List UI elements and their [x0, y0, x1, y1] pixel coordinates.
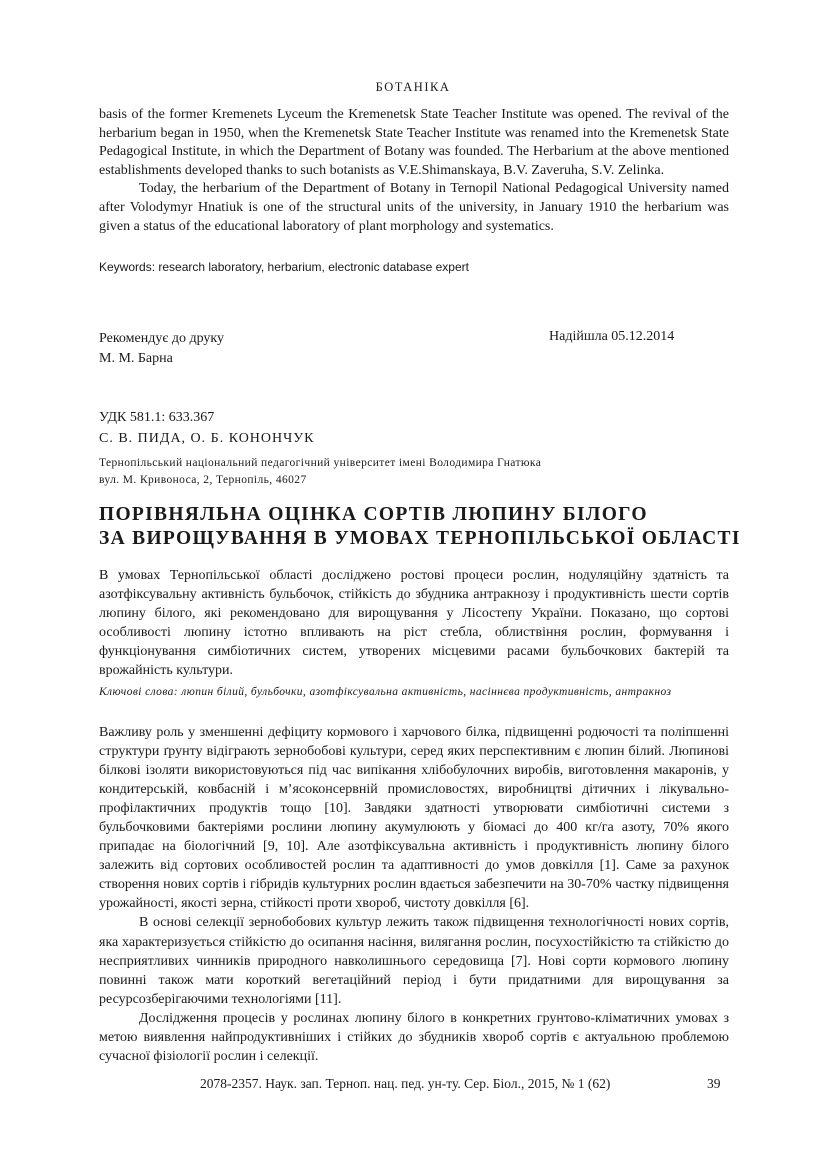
recommendation-block	[99, 329, 224, 369]
title-line-1: ПОРІВНЯЛЬНА ОЦІНКА СОРТІВ ЛЮПИНУ БІЛОГО	[99, 504, 648, 525]
affiliation-line-1: Тернопільський національний педагогічний університет імені Володимира Гнатюка	[99, 457, 542, 469]
body-paragraph-2: В основі селекції зернобобових культур лежить також підвищення технологічності нових сортів, яка характеризується стійкістю до осипання насіння, вилягання рослин, посухостійкістю та стійкістю до несприятливих чинників природного навколишнього середовища [7]. Нові сорти кормового люпину повинні також мати короткий вегетаційний період і бути придатними для вирощування за ресурсозберігаючими технологіями [11].	[99, 915, 729, 1007]
ukrainian-keywords: Ключові слова: люпин білий, бульбочки, азотфіксувальна активність, насіннєва продуктивність, антракноз	[99, 686, 672, 698]
running-header: БОТАНІКА	[375, 80, 451, 94]
recommendation-label: Рекомендує до друку	[99, 331, 225, 346]
article-body	[99, 723, 729, 1066]
english-paragraph-2: Today, the herbarium of the Department of Botany in Ternopil National Pedagogical University named after Volodymyr Hnatiuk is one of the structural units of the university, in January 1910 the herbarium was given a status of the educational laboratory of plant morphology and systematics.	[99, 181, 729, 234]
body-paragraph-1: Важливу роль у зменшенні дефіциту кормового і харчового білка, підвищенні родючості та поліпшенні структури ґрунту відіграють зернобобові культури, серед яких перспективним є люпин білий. Люпинові білкові ізоляти використовуються під час випікання хлібобулочних виробів, виготовлення макаронів, у кондитерській, ковбасній і м’ясоконсервній промисловостях, виробництві дітичних і лікувально-профілактичних продуктів тощо [10]. Завдяки здатності утворювати симбіотичні системи з бульбочковими бактеріями рослини люпину акумулюють у біомасі до 400 кг/га азоту, 70% якого припадає на біологічний [9, 10]. Але азотфіксувальна активність і продуктивність люпину білого залежить від сортових особливостей рослин та адаптивності до умов довкілля [1]. Саме за рахунок створення нових сортів і гібридів культурних рослин вдається забезпечити на 30-70% частку підвищення урожайності, якості зерна, стійкості проти хвороб, чистоту довкілля [6].	[99, 725, 729, 912]
title-line-2: ЗА ВИРОЩУВАННЯ В УМОВАХ ТЕРНОПІЛЬСЬКОЇ ОБЛАСТІ	[99, 528, 741, 549]
body-paragraph-3: Дослідження процесів у рослинах люпину білого в конкретних грунтово-кліматичних умовах з метою виявлення найпродуктивніших і стійких до збудників хвороб сортів є актуальною проблемою сучасної фізіології рослин і селекції.	[99, 1010, 729, 1064]
udk-code: УДК 581.1: 633.367	[99, 410, 215, 425]
english-keywords: Keywords: research laboratory, herbarium, electronic database expert	[99, 260, 469, 274]
article-authors: С. В. ПИДА, О. Б. КОНОНЧУК	[99, 431, 315, 446]
ukrainian-abstract	[99, 566, 729, 680]
journal-citation: 2078-2357. Наук. зап. Терноп. нац. пед. ун-ту. Сер. Біол., 2015, № 1 (62)	[200, 1076, 611, 1091]
article-title	[99, 503, 741, 551]
page-number: 39	[707, 1076, 721, 1091]
affiliation-line-2: вул. М. Кривоноса, 2, Тернопіль, 46027	[99, 474, 307, 486]
english-paragraph-1: basis of the former Kremenets Lyceum the Kremenetsk State Teacher Institute was opened. The revival of the herbarium began in 1950, when the Kremenetsk State Teacher Institute was renamed into the Kremenetsk State Pedagogical Institute, in which the Department of Botany was founded. The Herbarium at the above mentioned establishments developed thanks to such botanists as V.E.Shimanskaya, B.V. Zaveruha, S.V. Zelinka.	[99, 107, 729, 178]
recommender-name: М. М. Барна	[99, 351, 173, 366]
author-affiliation	[99, 455, 541, 489]
abstract-text: В умовах Тернопільської області досліджено ростові процеси рослин, нодуляційну здатність та азотфіксувальну активність бульбочок, стійкість до збудника антракнозу і продуктивність шести сортів люпину білого, які рекомендовано для вирощування у Лісостепу України. Показано, що сортові особливості люпину істотно впливають на ріст стебла, облиствіння рослин, формування і функціонування симбіотичних систем, утворених місцевими расами бульбочкових бактерій та врожайність культури.	[99, 568, 729, 678]
received-date: Надійшла 05.12.2014	[549, 329, 675, 344]
english-abstract	[99, 106, 729, 236]
